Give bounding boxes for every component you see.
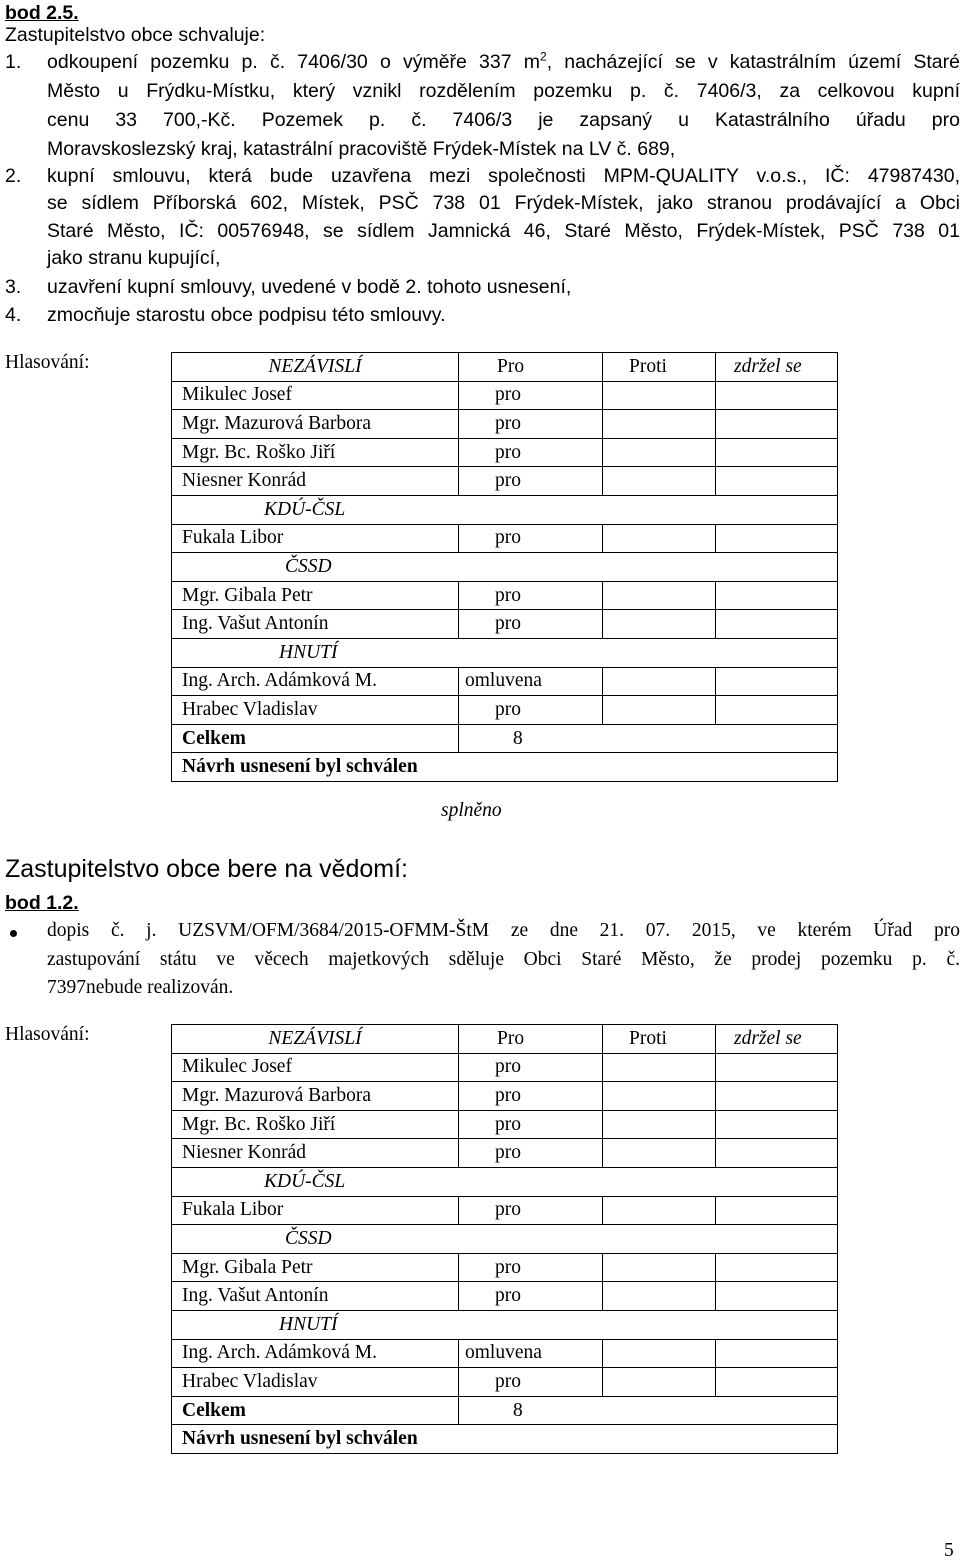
table-row xyxy=(172,1425,838,1454)
party-group-label: ČSSD xyxy=(172,1225,838,1254)
vote-value: pro xyxy=(459,1110,603,1139)
member-name: Mgr. Mazurová Barbora xyxy=(172,410,459,439)
item-2-number: 2. xyxy=(5,165,22,187)
table-row xyxy=(172,753,838,782)
member-name: Ing. Arch. Adámková M. xyxy=(172,667,459,696)
table-row xyxy=(172,1139,838,1168)
vote-against-cell xyxy=(603,1053,716,1082)
item-2-line-2: se sídlem Příborská 602, Místek, PSČ 738 01 Frýdek-Místek, jako stranou prodávající a Obci xyxy=(47,192,960,214)
header-cell-0: NEZÁVISLÍ xyxy=(172,1025,459,1054)
table-row xyxy=(172,1053,838,1082)
member-name: Hrabec Vladislav xyxy=(172,1368,459,1397)
vote-table-1 xyxy=(171,352,838,782)
vote-abstain-cell xyxy=(716,1196,838,1225)
vote-against-cell xyxy=(603,581,716,610)
vote-value: pro xyxy=(459,1053,603,1082)
vote-value: pro xyxy=(459,581,603,610)
vote-abstain-cell xyxy=(716,524,838,553)
vote-value: pro xyxy=(459,696,603,725)
header-cell-3: zdržel se xyxy=(716,353,838,382)
vote-against-cell xyxy=(603,667,716,696)
vote-abstain-cell xyxy=(716,438,838,467)
party-group-label: KDÚ-ČSL xyxy=(172,495,838,524)
member-name: Mgr. Mazurová Barbora xyxy=(172,1082,459,1111)
table-row xyxy=(172,1396,838,1425)
vote-abstain-cell xyxy=(716,1139,838,1168)
member-name: Mgr. Gibala Petr xyxy=(172,1253,459,1282)
vote-against-cell xyxy=(603,1282,716,1311)
table-row xyxy=(172,410,838,439)
vote-label-1: Hlasování: xyxy=(5,352,90,373)
item-4-line: zmocňuje starostu obce podpisu této smlouvy. xyxy=(47,304,446,326)
vote-abstain-cell xyxy=(716,1253,838,1282)
member-name: Niesner Konrád xyxy=(172,467,459,496)
vote-value: pro xyxy=(459,1282,603,1311)
vote-against-cell xyxy=(603,467,716,496)
table-row xyxy=(172,1282,838,1311)
item-3-number: 3. xyxy=(5,276,22,298)
vote-abstain-cell xyxy=(716,410,838,439)
section-heading-1-2: bod 1.2. xyxy=(5,892,79,914)
result-cell: Návrh usnesení byl schválen xyxy=(172,1425,838,1454)
vote-against-cell xyxy=(603,524,716,553)
vote-against-cell xyxy=(603,1196,716,1225)
vote-against-cell xyxy=(603,696,716,725)
table-row xyxy=(172,1167,838,1196)
total-label: Celkem xyxy=(172,724,459,753)
vote-against-cell xyxy=(603,1082,716,1111)
fulfilled-note: splněno xyxy=(441,800,502,821)
member-name: Mikulec Josef xyxy=(172,1053,459,1082)
item-1-line-3: cenu 33 700,-Kč. Pozemek p. č. 7406/3 je zapsaný u Katastrálního úřadu pro xyxy=(47,109,960,131)
party-group-label: HNUTÍ xyxy=(172,638,838,667)
table-row xyxy=(172,610,838,639)
vote-against-cell xyxy=(603,1139,716,1168)
table-row xyxy=(172,1310,838,1339)
table-row xyxy=(172,696,838,725)
member-name: Hrabec Vladislav xyxy=(172,696,459,725)
table-row xyxy=(172,1110,838,1139)
vote-table-2 xyxy=(171,1024,838,1454)
party-group-label: HNUTÍ xyxy=(172,1310,838,1339)
item-3-line: uzavření kupní smlouvy, uvedené v bodě 2. tohoto usnesení, xyxy=(47,276,572,298)
vote-against-cell xyxy=(603,381,716,410)
vote-abstain-cell xyxy=(716,610,838,639)
table-row xyxy=(172,581,838,610)
header-cell-3: zdržel se xyxy=(716,1025,838,1054)
total-value: 8 xyxy=(459,1396,838,1425)
vote-against-cell xyxy=(603,438,716,467)
vote-against-cell xyxy=(603,1110,716,1139)
party-group-label: ČSSD xyxy=(172,553,838,582)
vote-value: pro xyxy=(459,1196,603,1225)
table-row xyxy=(172,1225,838,1254)
page-number: 5 xyxy=(944,1540,954,1561)
vote-table-header xyxy=(172,1025,838,1054)
vote-abstain-cell xyxy=(716,1053,838,1082)
vote-abstain-cell xyxy=(716,1368,838,1397)
item-4-number: 4. xyxy=(5,304,22,326)
vote-abstain-cell xyxy=(716,381,838,410)
member-name: Ing. Vašut Antonín xyxy=(172,1282,459,1311)
vote-value: pro xyxy=(459,438,603,467)
vote-value: pro xyxy=(459,1253,603,1282)
vote-against-cell xyxy=(603,1253,716,1282)
header-cell-2: Proti xyxy=(603,353,716,382)
party-group-label: KDÚ-ČSL xyxy=(172,1167,838,1196)
vote-label-2: Hlasování: xyxy=(5,1024,90,1045)
item-1-line-2: Město u Frýdku-Místku, který vznikl rozdělením pozemku p. č. 7406/3, za celkovou kupní xyxy=(47,80,960,102)
table-row xyxy=(172,553,838,582)
vote-against-cell xyxy=(603,610,716,639)
table-row xyxy=(172,1253,838,1282)
section-intro: Zastupitelstvo obce schvaluje: xyxy=(5,24,266,46)
member-name: Mgr. Bc. Roško Jiří xyxy=(172,438,459,467)
vote-value: pro xyxy=(459,1368,603,1397)
vote-value: omluvena xyxy=(459,667,603,696)
member-name: Ing. Vašut Antonín xyxy=(172,610,459,639)
member-name: Ing. Arch. Adámková M. xyxy=(172,1339,459,1368)
vote-value: pro xyxy=(459,381,603,410)
table-row xyxy=(172,667,838,696)
header-cell-2: Proti xyxy=(603,1025,716,1054)
bullet-line-1: dopis č. j. UZSVM/OFM/3684/2015-OFMM-ŠtM ze dne 21. 07. 2015, ve kterém Úřad pro xyxy=(47,920,960,941)
vote-table-header xyxy=(172,353,838,382)
member-name: Niesner Konrád xyxy=(172,1139,459,1168)
item-2-line-3: Staré Město, IČ: 00576948, se sídlem Jamnická 46, Staré Město, Frýdek-Místek, PSČ 738 01 xyxy=(47,220,960,242)
vote-value: pro xyxy=(459,410,603,439)
vote-abstain-cell xyxy=(716,1110,838,1139)
item-1-line-4: Moravskoslezský kraj, katastrální pracoviště Frýdek-Místek na LV č. 689, xyxy=(47,138,676,160)
header-cell-1: Pro xyxy=(459,353,603,382)
vote-value: pro xyxy=(459,1082,603,1111)
vote-abstain-cell xyxy=(716,696,838,725)
item-2-line-4: jako stranu kupující, xyxy=(47,247,221,269)
vote-abstain-cell xyxy=(716,581,838,610)
section-2-title: Zastupitelstvo obce bere na vědomí: xyxy=(5,855,409,883)
total-label: Celkem xyxy=(172,1396,459,1425)
vote-value: pro xyxy=(459,1139,603,1168)
vote-against-cell xyxy=(603,1339,716,1368)
table-row xyxy=(172,524,838,553)
member-name: Mgr. Gibala Petr xyxy=(172,581,459,610)
member-name: Fukala Libor xyxy=(172,524,459,553)
table-row xyxy=(172,1368,838,1397)
item-1-number: 1. xyxy=(5,51,22,73)
table-row xyxy=(172,1082,838,1111)
member-name: Fukala Libor xyxy=(172,1196,459,1225)
vote-value: pro xyxy=(459,610,603,639)
table-row xyxy=(172,1339,838,1368)
vote-value: omluvena xyxy=(459,1339,603,1368)
vote-abstain-cell xyxy=(716,467,838,496)
table-row xyxy=(172,724,838,753)
header-cell-1: Pro xyxy=(459,1025,603,1054)
vote-value: pro xyxy=(459,524,603,553)
bullet-line-3: 7397nebude realizován. xyxy=(47,977,234,998)
member-name: Mgr. Bc. Roško Jiří xyxy=(172,1110,459,1139)
header-cell-0: NEZÁVISLÍ xyxy=(172,353,459,382)
total-value: 8 xyxy=(459,724,838,753)
vote-abstain-cell xyxy=(716,1082,838,1111)
table-row xyxy=(172,1196,838,1225)
vote-against-cell xyxy=(603,410,716,439)
vote-abstain-cell xyxy=(716,667,838,696)
vote-abstain-cell xyxy=(716,1282,838,1311)
member-name: Mikulec Josef xyxy=(172,381,459,410)
item-1-line-1: odkoupení pozemku p. č. 7406/30 o výměře 337 $m^2$, nacházející se v katastrálním území Staré xyxy=(47,49,960,73)
table-row xyxy=(172,638,838,667)
table-row xyxy=(172,438,838,467)
table-row xyxy=(172,381,838,410)
table-row xyxy=(172,467,838,496)
bullet-icon xyxy=(10,930,17,937)
result-cell: Návrh usnesení byl schválen xyxy=(172,753,838,782)
table-row xyxy=(172,495,838,524)
superscript: 2 xyxy=(540,49,547,64)
item-2-line-1: kupní smlouvu, která bude uzavřena mezi společnosti MPM-QUALITY v.o.s., IČ: 47987430, xyxy=(47,165,960,187)
bullet-line-2: zastupování státu ve věcech majetkových sděluje Obci Staré Město, že prodej pozemku p. č. xyxy=(47,949,960,970)
vote-against-cell xyxy=(603,1368,716,1397)
vote-abstain-cell xyxy=(716,1339,838,1368)
vote-value: pro xyxy=(459,467,603,496)
section-heading-2-5: bod 2.5. xyxy=(5,2,79,24)
